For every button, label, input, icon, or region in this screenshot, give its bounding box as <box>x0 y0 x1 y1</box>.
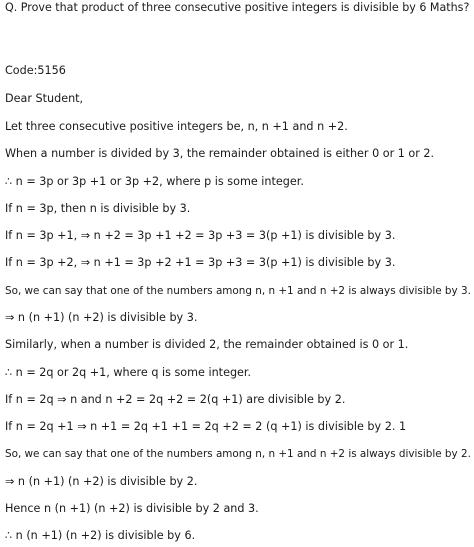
question-code: Code:5156 <box>5 64 66 77</box>
solution-line: Hence n (n +1) (n +2) is divisible by 2 and 3. <box>5 502 259 515</box>
solution-line: So, we can say that one of the numbers among n, n +1 and n +2 is always divisible by 2. <box>5 448 471 460</box>
solution-line: ∴ n (n +1) (n +2) is divisible by 6. <box>5 529 196 542</box>
solution-line: If n = 3p, then n is divisible by 3. <box>5 202 191 215</box>
solution-line: ⇒ n (n +1) (n +2) is divisible by 3. <box>5 311 198 324</box>
solution-line: If n = 3p +1, ⇒ n +2 = 3p +1 +2 = 3p +3 = 3(p +1) is divisible by 3. <box>5 229 396 242</box>
solution-line: ⇒ n (n +1) (n +2) is divisible by 2. <box>5 475 198 488</box>
solution-line: If n = 2q ⇒ n and n +2 = 2q +2 = 2(q +1) are divisible by 2. <box>5 393 346 406</box>
solution-line: Let three consecutive positive integers be, n, n +1 and n +2. <box>5 120 348 133</box>
question-text: Q. Prove that product of three consecutive positive integers is divisible by 6 Maths? <box>5 1 470 14</box>
greeting: Dear Student, <box>5 92 84 105</box>
solution-line: Similarly, when a number is divided 2, the remainder obtained is 0 or 1. <box>5 338 409 351</box>
solution-line: ∴ n = 3p or 3p +1 or 3p +2, where p is some integer. <box>5 175 304 188</box>
solution-line: If n = 2q +1 ⇒ n +1 = 2q +1 +1 = 2q +2 = 2 (q +1) is divisible by 2. 1 <box>5 420 407 433</box>
solution-line: When a number is divided by 3, the remainder obtained is either 0 or 1 or 2. <box>5 147 435 160</box>
solution-line: ∴ n = 2q or 2q +1, where q is some integer. <box>5 366 252 379</box>
solution-line: So, we can say that one of the numbers among n, n +1 and n +2 is always divisible by 3. <box>5 285 471 297</box>
solution-line: If n = 3p +2, ⇒ n +1 = 3p +2 +1 = 3p +3 = 3(p +1) is divisible by 3. <box>5 256 396 269</box>
